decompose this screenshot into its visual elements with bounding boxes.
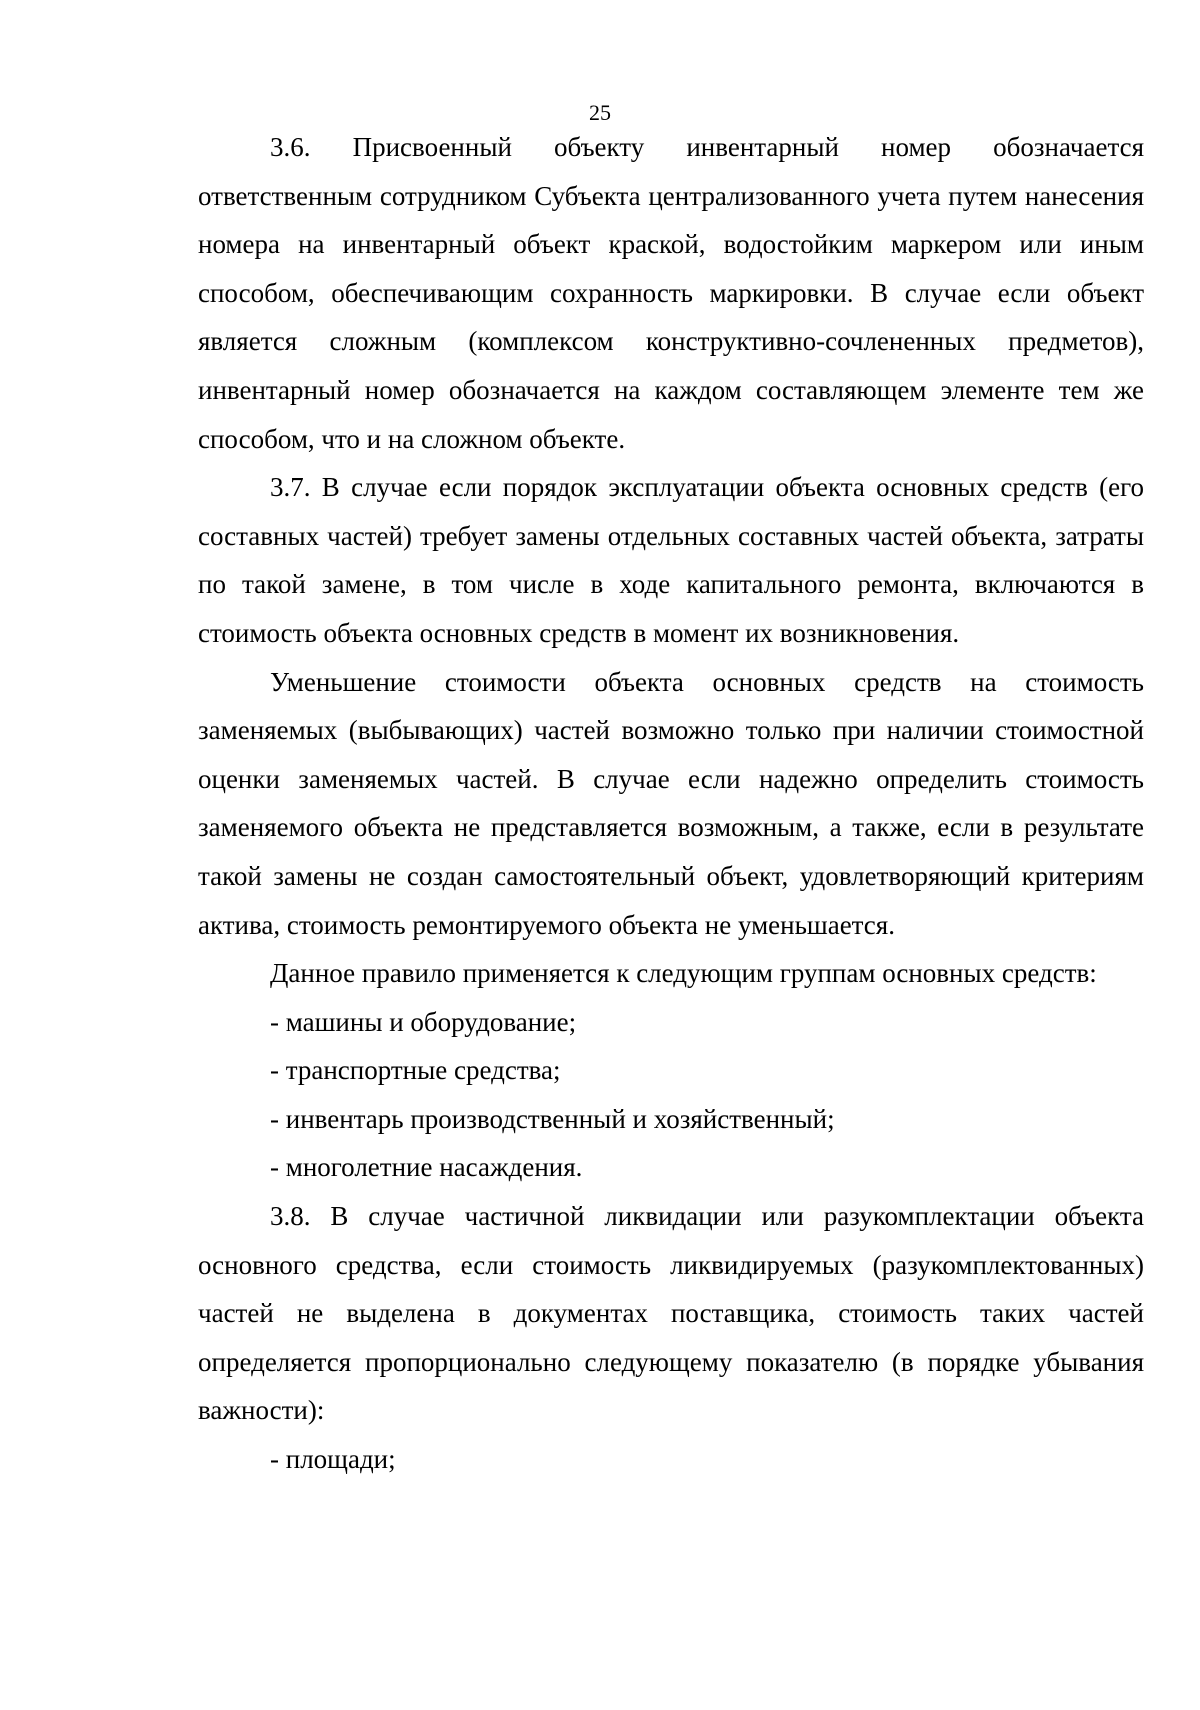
list-item: - площади; [270, 1444, 396, 1475]
list-item: - инвентарь производственный и хозяйственный; [270, 1103, 835, 1134]
list-item: - транспортные средства; [270, 1055, 561, 1086]
paragraph-3-7: 3.7. В случае если порядок эксплуатации объекта основных средств (его составных частей) требует замены отдельных составных частей объекта, затраты по такой замене, в том числе в ходе капитального ремонта, включаются в стоимость объекта основных средств в момент их возникновения. [198, 472, 1144, 648]
list-item: - машины и оборудование; [270, 1006, 577, 1037]
paragraph-3-6: 3.6. Присвоенный объекту инвентарный номер обозначается ответственным сотрудником Субъекта централизованного учета путем нанесения номера на инвентарный объект краской, водостойким маркером или иным способом, обеспечивающим сохранность маркировки. В случае если объект является сложным (комплексом конструктивно-сочлененных предметов), инвентарный номер обозначается на каждом составляющем элементе тем же способом, что и на сложном объекте. [198, 132, 1144, 454]
page-number: 25 [589, 100, 611, 125]
paragraph-3-8: 3.8. В случае частичной ликвидации или разукомплектации объекта основного средства, если стоимость ликвидируемых (разукомплектованных) частей не выделена в документах поставщика, стоимость таких частей определяется пропорционально следующему показателю (в порядке убывания важности): [198, 1201, 1144, 1426]
document-body [198, 123, 1144, 1484]
paragraph-rule-applies: Данное правило применяется к следующим группам основных средств: [270, 958, 1097, 989]
paragraph-cost-reduction: Уменьшение стоимости объекта основных средств на стоимость заменяемых (выбывающих) частей возможно только при наличии стоимостной оценки заменяемых частей. В случае если надежно определить стоимость заменяемого объекта не представляется возможным, а также, если в результате такой замены не создан самостоятельный объект, удовлетворяющий критериям актива, стоимость ремонтируемого объекта не уменьшается. [198, 666, 1144, 940]
list-item: - многолетние насаждения. [270, 1152, 583, 1183]
